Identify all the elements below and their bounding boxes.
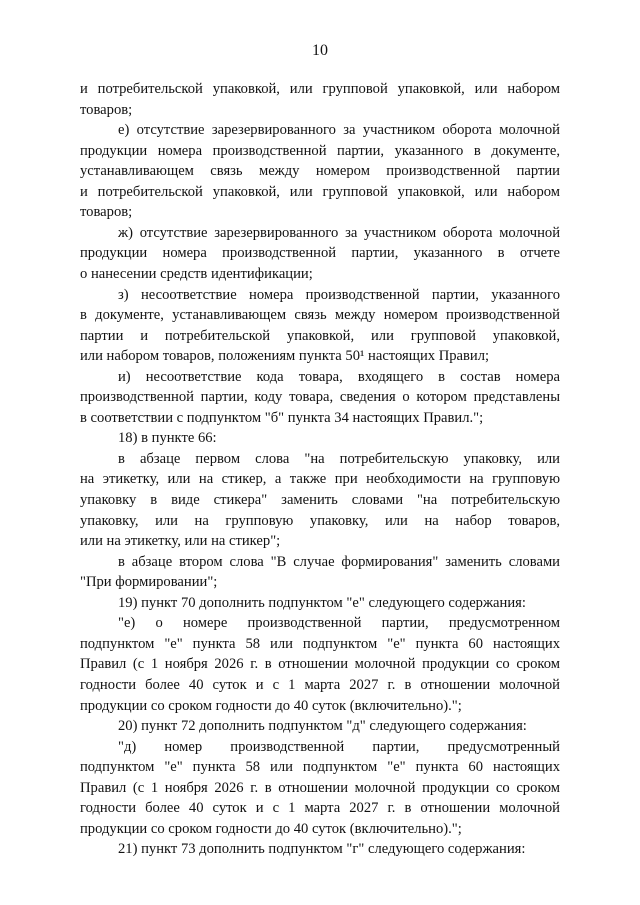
text-line: товаров; xyxy=(80,204,133,221)
text-line: 20) пункт 72 дополнить подпунктом "д" следующего содержания: xyxy=(118,718,527,735)
text-line: или набором товаров, положениям пункта 50¹ настоящих Правил; xyxy=(80,348,490,365)
text-line: "При формировании"; xyxy=(80,574,218,591)
text-line: 18) в пункте 66: xyxy=(118,430,217,447)
text-line: е) отсутствие зарезервированного за участником оборота молочной xyxy=(118,122,560,139)
text-line: продукции со сроком годности до 40 суток (включительно)."; xyxy=(80,697,462,714)
text-line: в абзаце втором слова "В случае формирования" заменить словами xyxy=(118,553,560,570)
text-line: упаковку в виде стикера" заменить словами "на потребительскую xyxy=(80,492,560,508)
text-line: товаров; xyxy=(80,101,133,118)
text-line: годности более 40 суток и с 1 марта 2027 г. в отношении молочной xyxy=(80,800,560,817)
text-line: 19) пункт 70 дополнить подпунктом "е" следующего содержания: xyxy=(118,594,526,611)
text-line: Правил (с 1 ноября 2026 г. в отношении молочной продукции со сроком xyxy=(80,779,560,796)
text-line: подпунктом "е" пункта 58 или подпунктом "е" пункта 60 настоящих xyxy=(80,635,560,652)
text-line: ж) отсутствие зарезервированного за участником оборота молочной xyxy=(118,224,560,241)
text-line: устанавливающем связь между номером производственной партии xyxy=(80,163,560,180)
text-line: продукции номера производственной партии, указанного в документе, xyxy=(80,142,560,159)
text-line: з) несоответствие номера производственной партии, указанного xyxy=(118,286,560,303)
text-line: "е) о номере производственной партии, предусмотренном xyxy=(118,615,560,632)
text-line: "д) номер производственной партии, предусмотренный xyxy=(118,738,560,755)
text-line: 21) пункт 73 дополнить подпунктом "г" следующего содержания: xyxy=(118,841,526,858)
text-line: подпунктом "е" пункта 58 или подпунктом "е" пункта 60 настоящих xyxy=(80,759,560,776)
text-line: партии и потребительской упаковкой, или групповой упаковкой, xyxy=(80,327,560,344)
text-line: Правил (с 1 ноября 2026 г. в отношении молочной продукции со сроком xyxy=(80,656,560,673)
text-line: о нанесении средств идентификации; xyxy=(80,265,313,282)
text-line: и потребительской упаковкой, или групповой упаковкой, или набором xyxy=(80,81,560,97)
text-line: продукции номера производственной партии, указанного в отчете xyxy=(80,245,560,262)
text-line: упаковку, или на групповую упаковку, или на набор товаров, xyxy=(80,512,560,529)
text-line: в соответствии с подпунктом "б" пункта 34 настоящих Правил."; xyxy=(80,409,484,426)
text-line: годности более 40 суток и с 1 марта 2027 г. в отношении молочной xyxy=(80,676,560,693)
text-line: и) несоответствие кода товара, входящего в состав номера xyxy=(118,368,560,385)
text-line: в абзаце первом слова "на потребительскую упаковку, или xyxy=(118,450,560,467)
text-line: или на этикетку, или на стикер"; xyxy=(80,533,281,550)
text-line: на этикетку, или на стикер, а также при необходимости на групповую xyxy=(80,471,560,488)
text-line: продукции со сроком годности до 40 суток (включительно)."; xyxy=(80,820,462,837)
page-number: 10 xyxy=(312,42,328,59)
text-line: производственной партии, коду товара, сведения о котором представлены xyxy=(80,389,560,406)
text-line: в документе, устанавливающем связь между номером производственной xyxy=(80,307,560,324)
text-line: и потребительской упаковкой, или групповой упаковкой, или набором xyxy=(80,183,560,200)
